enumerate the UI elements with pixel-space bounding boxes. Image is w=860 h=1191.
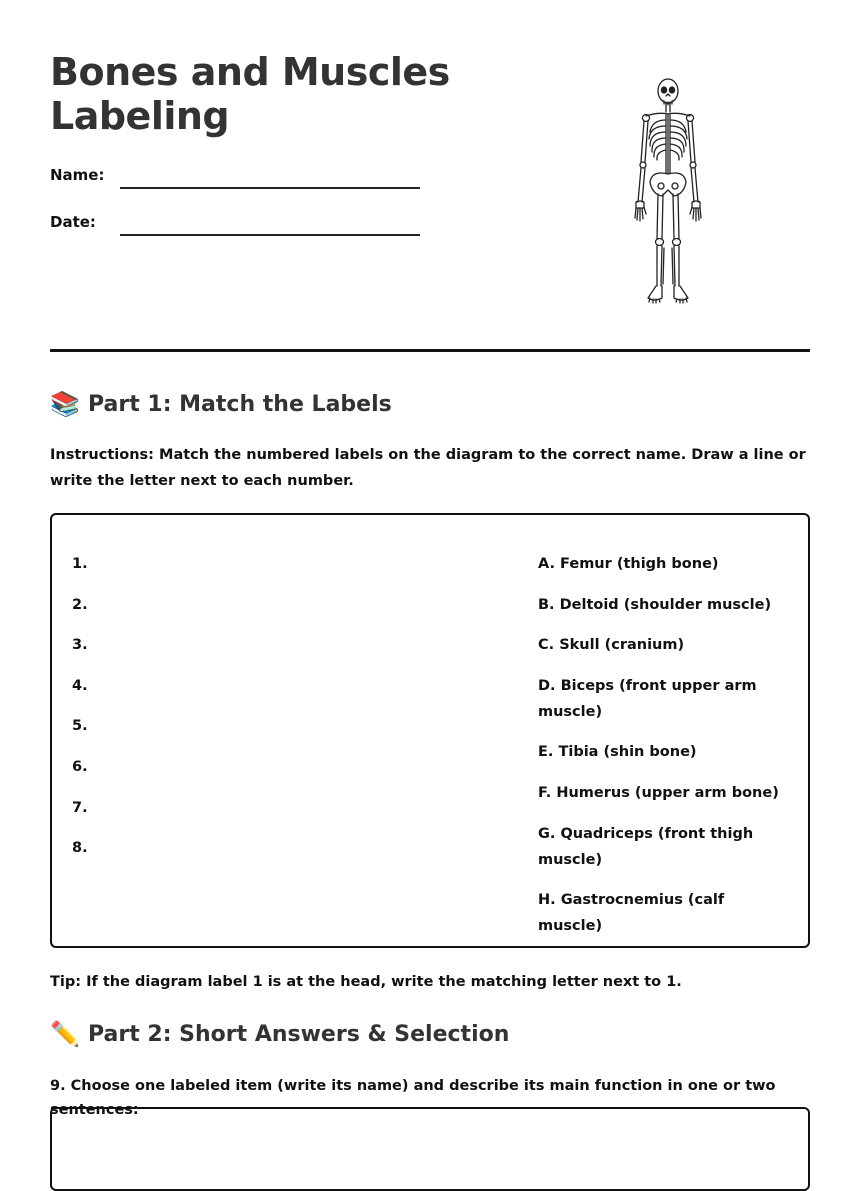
option-item: G. Quadriceps (front thigh muscle)	[538, 825, 754, 868]
question-9: 9. Choose one labeled item (write its name) and describe its main function in one or two sentences:	[50, 1078, 776, 1118]
number-item[interactable]: 6.	[72, 758, 88, 775]
name-field[interactable]	[120, 187, 420, 189]
name-label: Name:	[50, 166, 105, 184]
matching-box	[50, 513, 810, 948]
part2-heading	[50, 1020, 509, 1048]
date-label: Date:	[50, 213, 96, 231]
option-item: C. Skull (cranium)	[538, 637, 685, 654]
number-item[interactable]: 1.	[72, 556, 88, 572]
number-item[interactable]: 3.	[72, 637, 88, 654]
books-icon: 📚	[50, 390, 80, 418]
option-item: F. Humerus (upper arm bone)	[538, 784, 779, 801]
part2-heading-text: Part 2: Short Answers & Selection	[88, 1021, 510, 1047]
date-field[interactable]	[120, 234, 420, 236]
option-list	[538, 551, 788, 954]
pencil-icon: ✏️	[50, 1020, 80, 1048]
skeleton-illustration	[622, 74, 714, 306]
worksheet-title: Bones and Muscles Labeling	[50, 50, 450, 138]
option-item: D. Biceps (front upper arm muscle)	[538, 677, 757, 720]
number-list	[72, 551, 88, 876]
number-item[interactable]: 8.	[72, 840, 88, 857]
header-divider	[50, 349, 810, 352]
number-item[interactable]: 4.	[72, 677, 88, 694]
option-item: H. Gastrocnemius (calf muscle)	[538, 892, 725, 935]
part1-heading-text: Part 1: Match the Labels	[88, 391, 392, 417]
part1-tip: Tip: If the diagram label 1 is at the head, write the matching letter next to 1.	[50, 974, 682, 990]
option-item: A. Femur (thigh bone)	[538, 556, 719, 572]
number-item[interactable]: 5.	[72, 718, 88, 735]
answer-box-9[interactable]	[50, 1107, 810, 1191]
number-item[interactable]: 2.	[72, 596, 88, 613]
number-item[interactable]: 7.	[72, 799, 88, 816]
option-item: E. Tibia (shin bone)	[538, 744, 697, 761]
part1-heading	[50, 390, 392, 418]
option-item: B. Deltoid (shoulder muscle)	[538, 596, 772, 613]
part1-instructions: Instructions: Match the numbered labels on the diagram to the correct name. Draw a line or write the letter next to each number.	[50, 447, 806, 489]
